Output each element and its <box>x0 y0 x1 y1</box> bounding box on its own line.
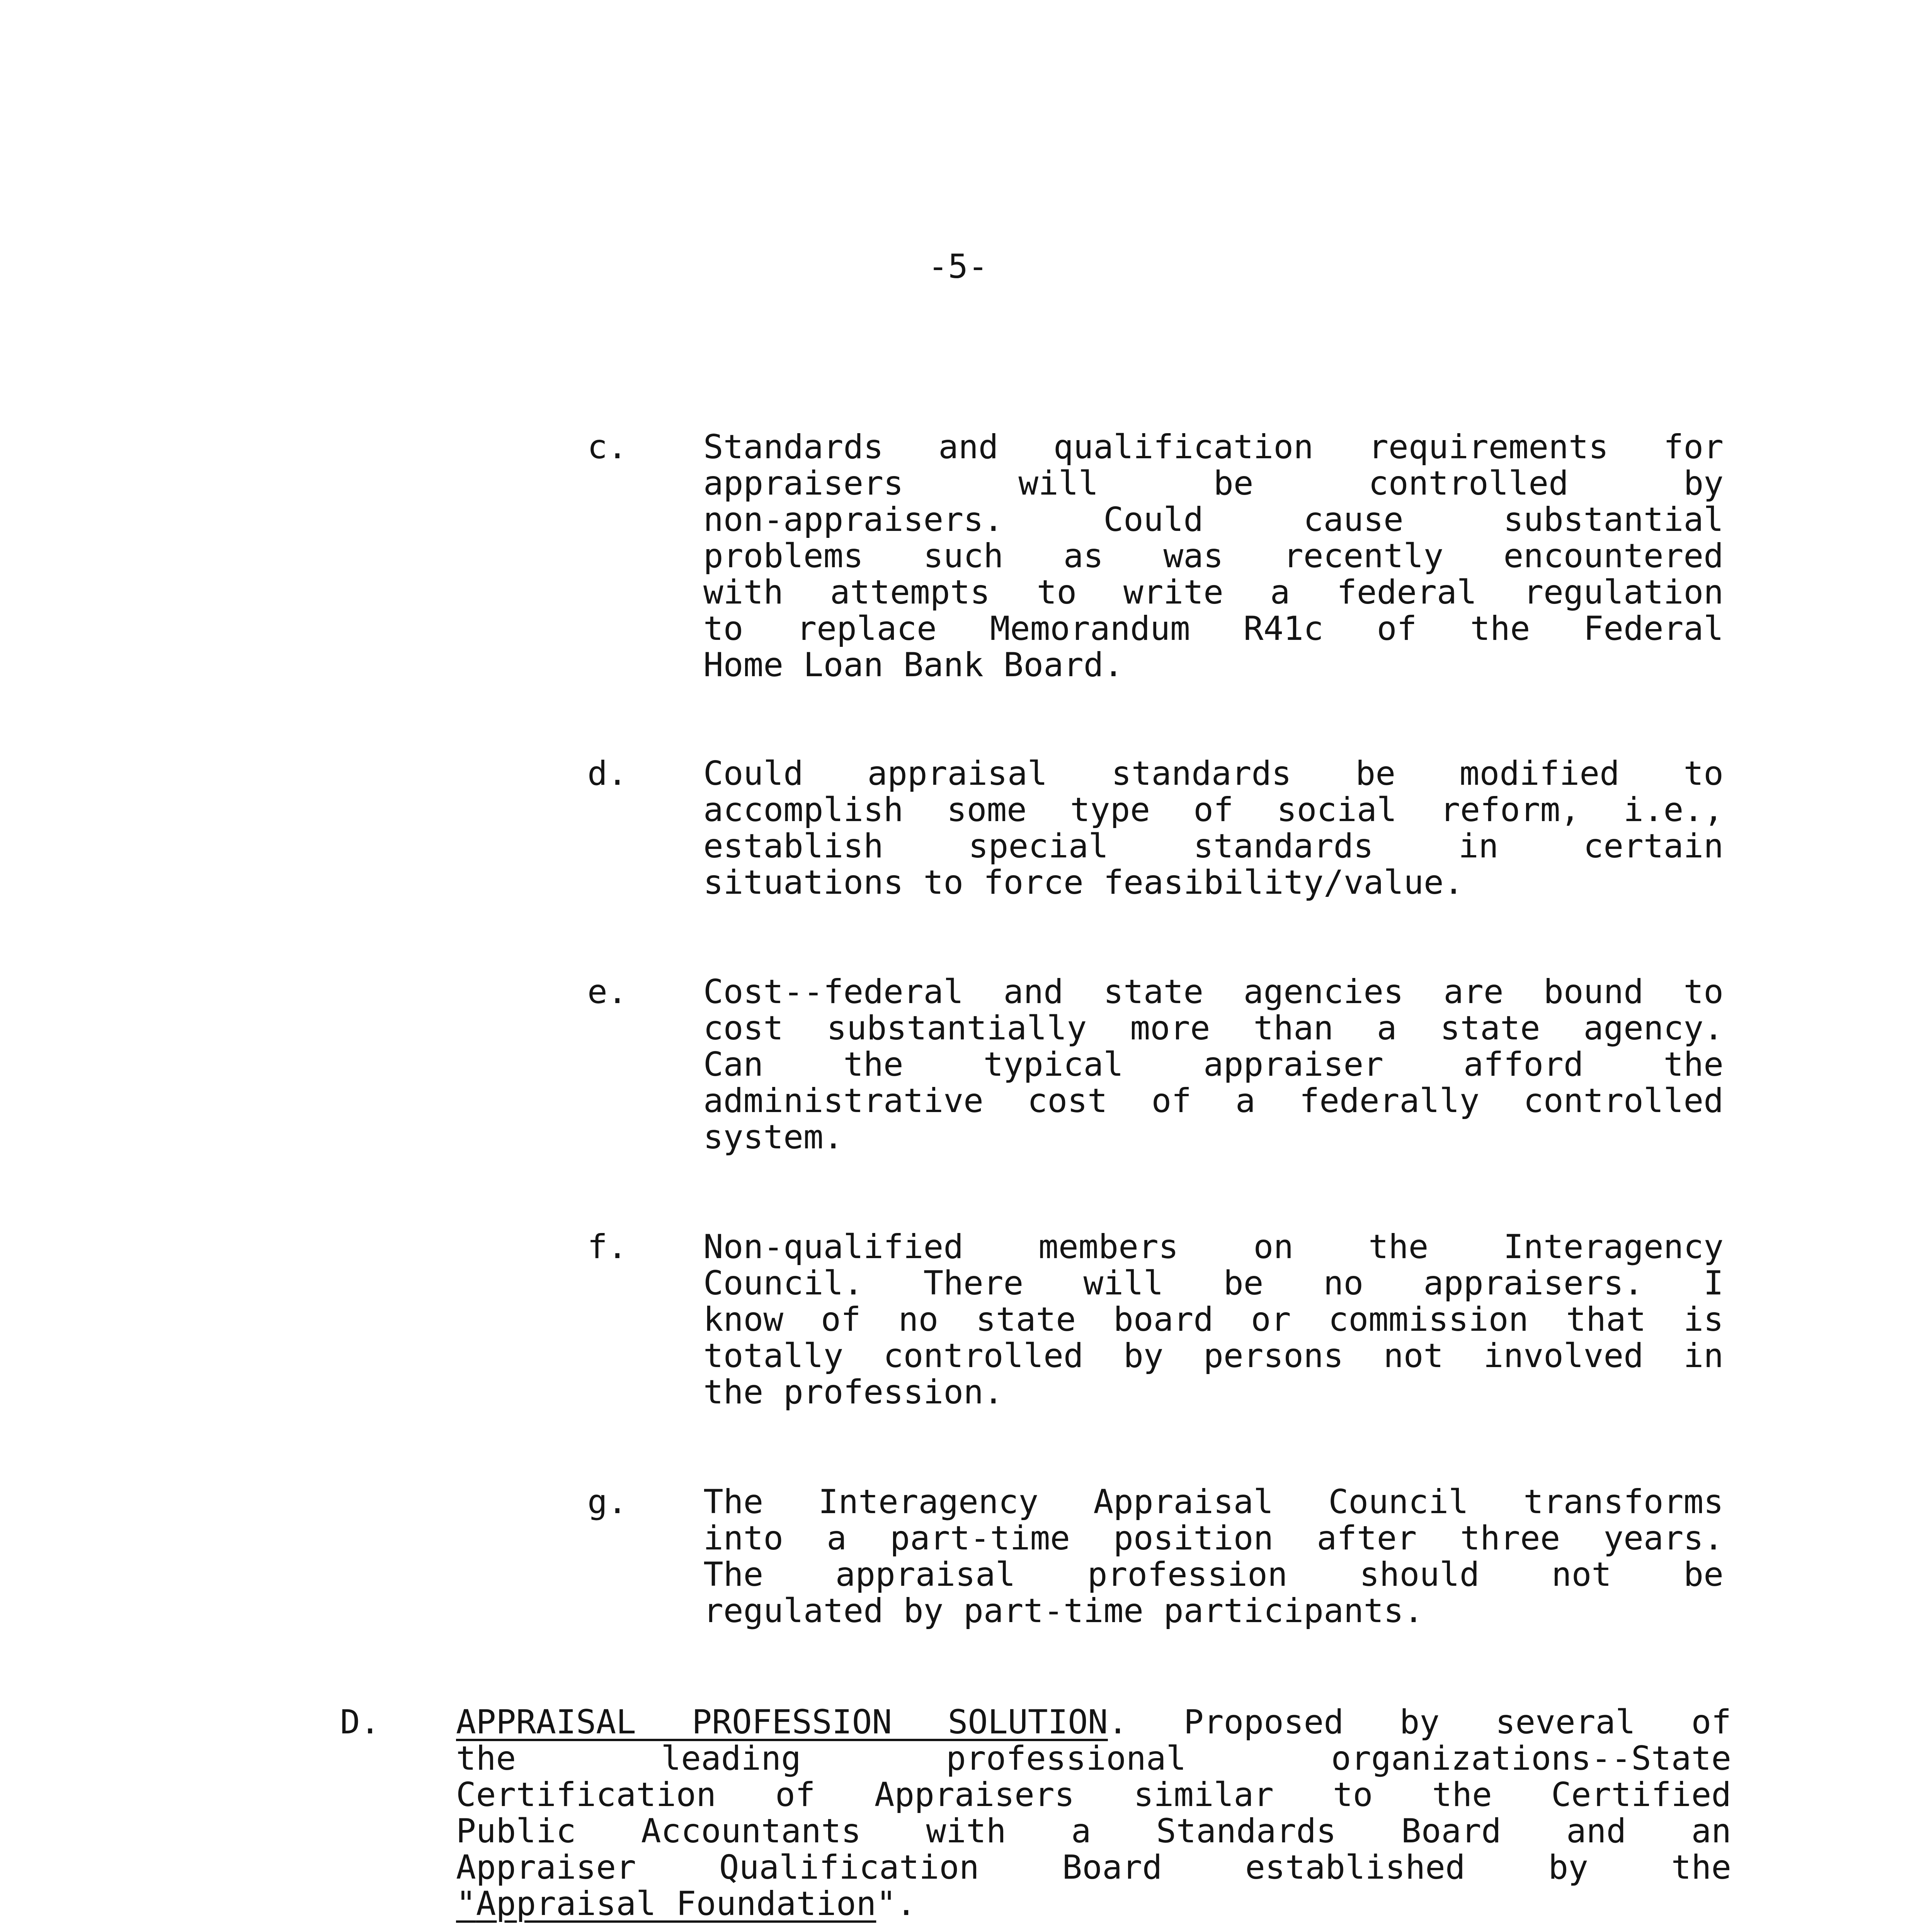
text-line: Standards and qualification requirements for <box>703 428 1724 466</box>
text-line: Can the typical appraiser afford the <box>703 1045 1724 1084</box>
text-line: know of no state board or commission that is <box>703 1300 1724 1339</box>
text-line: to replace Memorandum R41c of the Federal <box>703 609 1724 648</box>
item-text <box>703 429 1724 683</box>
text-line: situations to force feasibility/value. <box>703 863 1464 902</box>
text-line <box>456 1886 1731 1922</box>
text-line: problems such as was recently encountered <box>703 537 1724 575</box>
text-line: the profession. <box>703 1373 1004 1412</box>
item-text <box>703 974 1724 1155</box>
text-fragment: . Proposed by several of <box>1108 1703 1731 1742</box>
text-line: regulated by part-time participants. <box>703 1592 1424 1630</box>
text-line: with attempts to write a federal regulation <box>703 573 1724 612</box>
item-text <box>703 755 1724 901</box>
text-line: cost substantially more than a state agency. <box>703 1009 1724 1048</box>
text-line: Cost--federal and state agencies are bound to <box>703 973 1724 1011</box>
text-line: establish special standards in certain <box>703 827 1724 866</box>
section-letter: D. <box>340 1703 380 1742</box>
text-line: The appraisal profession should not be <box>703 1555 1724 1594</box>
text-line: Certification of Appraisers similar to the Certified <box>456 1776 1731 1814</box>
text-line: Council. There will be no appraisers. I <box>703 1264 1724 1303</box>
text-line: The Interagency Appraisal Council transforms <box>703 1483 1724 1521</box>
item-letter: e. <box>587 973 628 1011</box>
text-line: totally controlled by persons not involved in <box>703 1337 1724 1375</box>
item-letter: d. <box>587 754 628 793</box>
text-line: Home Loan Bank Board. <box>703 646 1124 684</box>
text-line: appraisers will be controlled by <box>703 464 1724 503</box>
section-text <box>456 1704 1731 1922</box>
page-number: -5- <box>928 247 988 286</box>
text-line <box>456 1704 1731 1740</box>
text-line: Could appraisal standards be modified to <box>703 754 1724 793</box>
item-letter: f. <box>587 1228 628 1266</box>
text-line: non-appraisers. Could cause substantial <box>703 500 1724 539</box>
text-line: the leading professional organizations--State <box>456 1739 1731 1778</box>
text-fragment <box>456 1884 876 1923</box>
text-line: Public Accountants with a Standards Board and an <box>456 1812 1731 1850</box>
item-letter: g. <box>587 1483 628 1521</box>
text-line: into a part-time position after three years. <box>703 1519 1724 1558</box>
text-line: system. <box>703 1118 844 1156</box>
open-quote: " <box>456 1884 476 1923</box>
item-text <box>703 1484 1724 1629</box>
item-letter: c. <box>587 428 628 466</box>
text-line: administrative cost of a federally controlled <box>703 1082 1724 1120</box>
section-heading: APPRAISAL PROFESSION SOLUTION <box>456 1703 1108 1742</box>
appraisal-foundation-text: Appraisal Foundation <box>476 1884 876 1923</box>
close-quote: ". <box>876 1884 916 1923</box>
text-line: accomplish some type of social reform, i.e., <box>703 791 1724 829</box>
item-text <box>703 1229 1724 1410</box>
text-line: Non-qualified members on the Interagency <box>703 1228 1724 1266</box>
text-line: Appraiser Qualification Board established by the <box>456 1848 1731 1887</box>
